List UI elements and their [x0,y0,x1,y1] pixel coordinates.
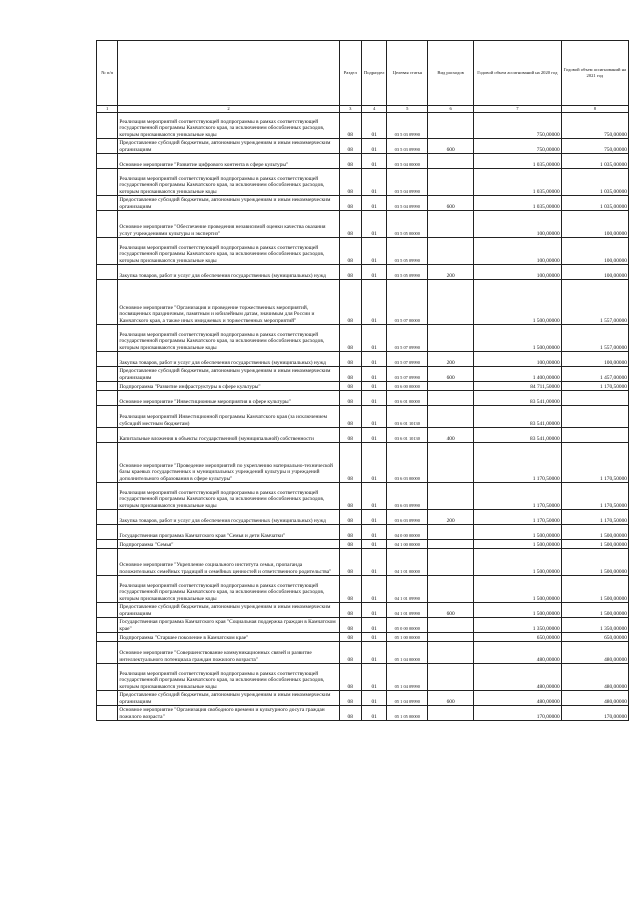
row-volume-2021: 1 035,00000 [561,196,628,211]
row-subsection: 01 [361,139,386,154]
rownum-cell [97,169,118,196]
row-expense-kind: 600 [428,367,474,382]
row-expense-kind [428,633,474,642]
row-section: 08 [339,265,361,280]
row-volume-2021: 1 557,00000 [561,280,628,325]
row-section: 08 [339,169,361,196]
budget-table-sheet [96,40,629,721]
rownum-cell [97,540,118,549]
row-expense-kind [428,642,474,664]
row-volume-2021: 1 500,00000 [561,549,628,576]
rownum-cell [97,280,118,325]
table-row [97,603,629,618]
row-name: Предоставление субсидий бюджетным, автономным учреждениям и иным некоммерческим организациям [118,196,339,211]
column-number: 6 [428,106,474,113]
row-name: Основное мероприятие "Совершенствование коммуникационных связей и развитие интеллектуального потенциала граждан пожилого возраста" [118,642,339,664]
row-name: Подпрограмма "Старшее поколение в Камчатском крае" [118,633,339,642]
row-volume-2021: 1 500,00000 [561,603,628,618]
row-volume-2020: 1 170,50000 [474,443,562,483]
row-name: Реализация мероприятий соответствующей подпрограммы в рамках соответствующей государственной программы Камчатского края, за исключением обособленных расходов, которым присваиваются уникальные коды [118,664,339,691]
row-target-article: 05 1 04 00000 [387,642,428,664]
row-volume-2021: 1 170,50000 [561,382,628,391]
row-expense-kind [428,154,474,169]
table-row [97,549,629,576]
header-target-article: Целевая статья [387,41,428,106]
row-expense-kind: 600 [428,691,474,706]
row-name: Реализация мероприятий Инвестиционной программы Камчатского края (за исключением субсидий местным бюджетам) [118,406,339,428]
row-subsection: 01 [361,352,386,367]
rownum-cell [97,510,118,525]
column-number: 2 [118,106,339,113]
row-name: Основное мероприятие "Инвестиционные мероприятия в сфере культуры" [118,391,339,406]
table-row [97,633,629,642]
row-expense-kind [428,549,474,576]
budget-table [96,40,629,721]
row-section: 08 [339,406,361,428]
header-subsection: Подраздел [361,41,386,106]
rownum-cell [97,691,118,706]
row-section: 08 [339,618,361,633]
row-expense-kind [428,576,474,603]
header-section: Раздел [339,41,361,106]
row-target-article: 03 5 07 09990 [387,325,428,352]
row-target-article: 04 1 01 09990 [387,576,428,603]
rownum-cell [97,211,118,238]
row-subsection: 01 [361,428,386,443]
row-target-article: 05 1 05 00000 [387,706,428,721]
row-target-article: 05 1 00 00000 [387,633,428,642]
table-row [97,525,629,540]
row-subsection: 01 [361,706,386,721]
row-target-article: 03 5 07 00000 [387,280,428,325]
row-target-article: 03 6 03 09990 [387,483,428,510]
row-volume-2020: 1 170,50000 [474,510,562,525]
row-section: 08 [339,367,361,382]
rownum-cell [97,382,118,391]
row-volume-2020: 1 035,00000 [474,169,562,196]
row-subsection: 01 [361,483,386,510]
row-volume-2021: 1 170,50000 [561,510,628,525]
row-volume-2020: 1 500,00000 [474,280,562,325]
row-name: Основное мероприятие "Организация свободного времени и культурного досуга граждан пожилого возраста" [118,706,339,721]
rownum-cell [97,196,118,211]
row-subsection: 01 [361,113,386,139]
rownum-cell [97,642,118,664]
row-expense-kind [428,406,474,428]
row-subsection: 01 [361,540,386,549]
row-section: 08 [339,510,361,525]
row-subsection: 01 [361,325,386,352]
table-row [97,325,629,352]
column-number: 3 [339,106,361,113]
row-section: 08 [339,576,361,603]
row-expense-kind: 600 [428,603,474,618]
row-section: 08 [339,633,361,642]
table-row [97,706,629,721]
table-row [97,691,629,706]
row-section: 08 [339,211,361,238]
row-target-article: 03 5 05 09990 [387,265,428,280]
column-number-row [97,106,629,113]
row-target-article: 03 5 05 00000 [387,211,428,238]
table-row [97,113,629,139]
row-section: 08 [339,196,361,211]
row-target-article: 03 5 05 09990 [387,238,428,265]
row-volume-2020: 480,00000 [474,642,562,664]
row-section: 08 [339,238,361,265]
row-section: 08 [339,549,361,576]
row-volume-2020: 84 711,50000 [474,382,562,391]
column-number: 4 [361,106,386,113]
rownum-cell [97,391,118,406]
row-target-article: 05 0 00 00000 [387,618,428,633]
table-row [97,510,629,525]
row-section: 08 [339,540,361,549]
row-subsection: 01 [361,664,386,691]
row-section: 08 [339,525,361,540]
row-volume-2020: 170,00000 [474,706,562,721]
row-subsection: 01 [361,169,386,196]
row-expense-kind [428,525,474,540]
row-volume-2021: 650,00000 [561,633,628,642]
row-volume-2020: 1 500,00000 [474,325,562,352]
rownum-cell [97,525,118,540]
row-section: 08 [339,706,361,721]
row-volume-2021: 1 035,00000 [561,169,628,196]
row-volume-2020: 83 541,00000 [474,428,562,443]
row-volume-2020: 1 500,00000 [474,576,562,603]
table-row [97,139,629,154]
row-section: 08 [339,325,361,352]
row-name: Закупка товаров, работ и услуг для обеспечения государственных (муниципальных) нужд [118,510,339,525]
row-volume-2021: 100,00000 [561,238,628,265]
row-volume-2021: 1 170,50000 [561,443,628,483]
row-target-article: 03 5 04 00000 [387,154,428,169]
row-volume-2020: 480,00000 [474,664,562,691]
row-section: 08 [339,642,361,664]
rownum-cell [97,113,118,139]
row-expense-kind [428,483,474,510]
rownum-cell [97,633,118,642]
row-section: 08 [339,483,361,510]
row-target-article: 03 5 04 09990 [387,169,428,196]
row-volume-2020: 100,00000 [474,211,562,238]
row-target-article: 03 6 01 10130 [387,428,428,443]
row-subsection: 01 [361,576,386,603]
header-volume-2020: Годовой объем ассигнований на 2020 год [474,41,562,106]
table-row [97,391,629,406]
row-expense-kind [428,540,474,549]
table-row [97,483,629,510]
row-expense-kind [428,113,474,139]
row-expense-kind [428,443,474,483]
row-name: Предоставление субсидий бюджетным, автономным учреждениям и иным некоммерческим организациям [118,691,339,706]
row-volume-2020: 100,00000 [474,238,562,265]
table-row [97,280,629,325]
row-name: Основное мероприятие "Организация и проведение торжественных мероприятий, посвященных праздничным, памятным и юбилейным датам, значимым для России и Камчатского края, а также иных имиджевых и торжественных мероприятий" [118,280,339,325]
row-subsection: 01 [361,633,386,642]
table-row [97,576,629,603]
row-subsection: 01 [361,406,386,428]
table-row [97,642,629,664]
row-volume-2021: 480,00000 [561,691,628,706]
rownum-cell [97,576,118,603]
row-expense-kind [428,706,474,721]
table-row [97,664,629,691]
row-name: Предоставление субсидий бюджетным, автономным учреждениям и иным некоммерческим организациям [118,603,339,618]
row-name: Государственная программа Камчатского края "Социальная поддержка граждан в Камчатском крае" [118,618,339,633]
table-row [97,618,629,633]
rownum-cell [97,406,118,428]
row-name: Реализация мероприятий соответствующей подпрограммы в рамках соответствующей государственной программы Камчатского края, за исключением обособленных расходов, которым присваиваются уникальные коды [118,483,339,510]
row-name: Предоставление субсидий бюджетным, автономным учреждениям и иным некоммерческим организациям [118,139,339,154]
row-expense-kind [428,238,474,265]
row-subsection: 01 [361,196,386,211]
row-volume-2021: 170,00000 [561,706,628,721]
row-subsection: 01 [361,510,386,525]
row-name: Реализация мероприятий соответствующей подпрограммы в рамках соответствующей государственной программы Камчатского края, за исключением обособленных расходов, которым присваиваются уникальные коды [118,113,339,139]
rownum-cell [97,443,118,483]
table-body [97,113,629,721]
row-name: Подпрограмма "Развитие инфраструктуры в сфере культуры" [118,382,339,391]
row-target-article: 04 0 00 00000 [387,525,428,540]
row-section: 08 [339,664,361,691]
row-volume-2020: 650,00000 [474,633,562,642]
rownum-cell [97,139,118,154]
row-name: Реализация мероприятий соответствующей подпрограммы в рамках соответствующей государственной программы Камчатского края, за исключением обособленных расходов, которым присваиваются уникальные коды [118,238,339,265]
row-volume-2021 [561,428,628,443]
row-volume-2020: 1 170,50000 [474,483,562,510]
table-row [97,154,629,169]
row-volume-2021: 100,00000 [561,352,628,367]
table-row [97,540,629,549]
row-volume-2021: 480,00000 [561,664,628,691]
row-volume-2021 [561,391,628,406]
rownum-cell [97,325,118,352]
rownum-cell [97,549,118,576]
row-name: Основное мероприятие "Проведение мероприятий по укреплению материально-технической базы краевых государственных и муниципальных учреждений культуры и учреждений дополнительного образования в сфере культуры" [118,443,339,483]
row-expense-kind: 600 [428,196,474,211]
rownum-cell [97,352,118,367]
row-target-article: 03 6 00 00000 [387,382,428,391]
table-row [97,428,629,443]
row-volume-2021: 750,00000 [561,139,628,154]
row-section: 08 [339,154,361,169]
header-name [118,41,339,106]
row-target-article: 04 1 01 09990 [387,603,428,618]
table-row [97,265,629,280]
row-target-article: 03 5 03 09990 [387,113,428,139]
row-volume-2020: 1 350,00000 [474,618,562,633]
row-target-article: 05 1 04 09990 [387,664,428,691]
row-section: 08 [339,382,361,391]
row-name: Государственная программа Камчатского края "Семья и дети Камчатки" [118,525,339,540]
row-section: 08 [339,391,361,406]
row-volume-2020: 83 541,00000 [474,406,562,428]
table-row [97,382,629,391]
table-row [97,352,629,367]
row-target-article: 05 1 04 09990 [387,691,428,706]
row-name: Основное мероприятие "Обеспечение проведения независимой оценки качества оказания услуг учреждениями культуры и экспертиз" [118,211,339,238]
row-volume-2021: 1 350,00000 [561,618,628,633]
row-subsection: 01 [361,549,386,576]
row-subsection: 01 [361,443,386,483]
row-volume-2020: 750,00000 [474,139,562,154]
row-subsection: 01 [361,154,386,169]
row-subsection: 01 [361,265,386,280]
row-subsection: 01 [361,691,386,706]
rownum-cell [97,603,118,618]
rownum-cell [97,367,118,382]
row-expense-kind [428,169,474,196]
row-section: 08 [339,113,361,139]
row-name: Закупка товаров, работ и услуг для обеспечения государственных (муниципальных) нужд [118,352,339,367]
table-row [97,169,629,196]
row-volume-2021: 100,00000 [561,211,628,238]
table-row [97,238,629,265]
row-volume-2021: 1 457,00000 [561,367,628,382]
row-name: Реализация мероприятий соответствующей подпрограммы в рамках соответствующей государственной программы Камчатского края, за исключением обособленных расходов, которым присваиваются уникальные коды [118,169,339,196]
rownum-cell [97,238,118,265]
row-subsection: 01 [361,642,386,664]
rownum-cell [97,618,118,633]
rownum-cell [97,706,118,721]
row-target-article: 03 6 03 09990 [387,510,428,525]
row-volume-2020: 1 035,00000 [474,196,562,211]
row-subsection: 01 [361,603,386,618]
row-target-article: 03 5 07 09990 [387,367,428,382]
row-volume-2021: 1 500,00000 [561,576,628,603]
row-volume-2020: 100,00000 [474,265,562,280]
rownum-cell [97,265,118,280]
row-subsection: 01 [361,211,386,238]
row-expense-kind [428,280,474,325]
header-row [97,41,629,106]
row-volume-2020: 480,00000 [474,691,562,706]
row-name: Реализация мероприятий соответствующей подпрограммы в рамках соответствующей государственной программы Камчатского края, за исключением обособленных расходов, которым присваиваются уникальные коды [118,576,339,603]
row-name: Реализация мероприятий соответствующей подпрограммы в рамках соответствующей государственной программы Камчатского края, за исключением обособленных расходов, которым присваиваются уникальные коды [118,325,339,352]
row-target-article: 04 1 01 00000 [387,549,428,576]
row-volume-2020: 1 400,00000 [474,367,562,382]
row-volume-2021: 1 170,50000 [561,483,628,510]
row-expense-kind: 200 [428,510,474,525]
row-expense-kind [428,382,474,391]
row-subsection: 01 [361,618,386,633]
row-section: 08 [339,443,361,483]
table-row [97,443,629,483]
row-volume-2020: 1 500,00000 [474,540,562,549]
row-expense-kind: 400 [428,428,474,443]
rownum-cell [97,428,118,443]
row-volume-2021: 480,00000 [561,642,628,664]
header-expense-kind: Вид расходов [428,41,474,106]
row-volume-2020: 83 541,00000 [474,391,562,406]
row-subsection: 01 [361,382,386,391]
row-volume-2021: 1 035,00000 [561,154,628,169]
row-volume-2020: 1 035,00000 [474,154,562,169]
column-number: 8 [561,106,628,113]
row-volume-2021: 100,00000 [561,265,628,280]
row-section: 08 [339,280,361,325]
row-volume-2021: 1 500,00000 [561,525,628,540]
row-target-article: 04 1 00 00000 [387,540,428,549]
row-expense-kind: 200 [428,265,474,280]
row-section: 08 [339,428,361,443]
row-target-article: 03 5 03 09990 [387,139,428,154]
table-row [97,367,629,382]
column-number: 5 [387,106,428,113]
row-target-article: 03 5 07 09990 [387,352,428,367]
row-subsection: 01 [361,391,386,406]
row-section: 08 [339,603,361,618]
header-volume-2021: Годовой объем ассигнований на 2021 год [561,41,628,106]
rownum-cell [97,154,118,169]
row-volume-2020: 750,00000 [474,113,562,139]
row-expense-kind [428,211,474,238]
table-row [97,211,629,238]
row-target-article: 03 6 01 00000 [387,391,428,406]
row-subsection: 01 [361,238,386,265]
row-volume-2020: 100,00000 [474,352,562,367]
row-name: Предоставление субсидий бюджетным, автономным учреждениям и иным некоммерческим организациям [118,367,339,382]
row-target-article: 03 6 01 10130 [387,406,428,428]
row-name: Подпрограмма "Семья" [118,540,339,549]
row-name: Основное мероприятие "Укрепление социального института семьи, пропаганда положительных семейных традиций и семейных ценностей и ответственного родительства" [118,549,339,576]
header-rownum: № п/п [97,41,118,106]
row-subsection: 01 [361,525,386,540]
row-volume-2021: 1 557,00000 [561,325,628,352]
table-row [97,406,629,428]
row-name: Основное мероприятие "Развитие цифрового контента в сфере культуры" [118,154,339,169]
row-section: 08 [339,352,361,367]
row-expense-kind [428,391,474,406]
row-volume-2021: 1 500,00000 [561,540,628,549]
row-section: 08 [339,691,361,706]
row-name: Закупка товаров, работ и услуг для обеспечения государственных (муниципальных) нужд [118,265,339,280]
row-target-article: 03 5 04 09990 [387,196,428,211]
row-subsection: 01 [361,367,386,382]
rownum-cell [97,483,118,510]
row-expense-kind: 600 [428,139,474,154]
table-row [97,196,629,211]
row-section: 08 [339,139,361,154]
row-expense-kind [428,618,474,633]
row-expense-kind: 200 [428,352,474,367]
column-number: 7 [474,106,562,113]
row-subsection: 01 [361,280,386,325]
row-volume-2020: 1 500,00000 [474,525,562,540]
row-expense-kind [428,664,474,691]
row-name: Капитальные вложения в объекты государственной (муниципальной) собственности [118,428,339,443]
row-target-article: 03 6 03 00000 [387,443,428,483]
row-expense-kind [428,325,474,352]
row-volume-2020: 1 500,00000 [474,549,562,576]
row-volume-2021 [561,406,628,428]
row-volume-2021: 750,00000 [561,113,628,139]
rownum-cell [97,664,118,691]
column-number: 1 [97,106,118,113]
row-volume-2020: 1 500,00000 [474,603,562,618]
